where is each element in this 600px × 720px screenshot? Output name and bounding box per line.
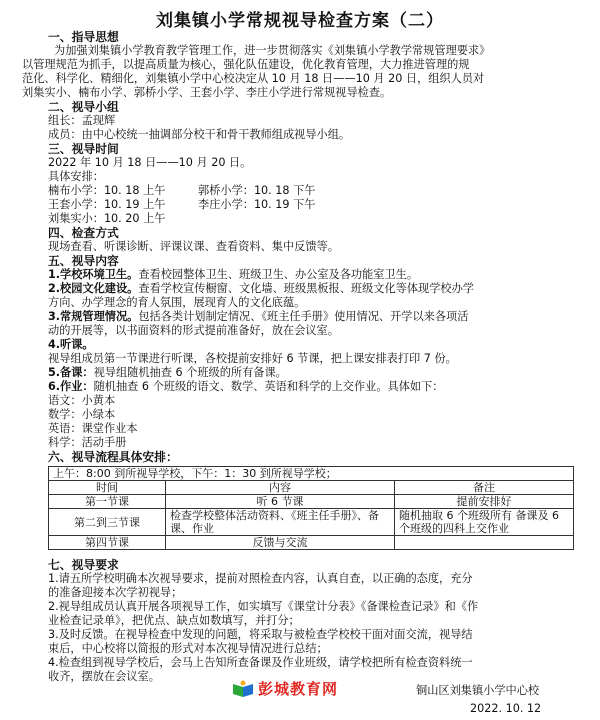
schedule-label: 具体安排： [48,170,104,183]
requirement-line: 2.视导组成员认真开展各项视导工作，如实填写《课堂计分表》《备课检查记录》和《作 [48,600,479,613]
table-row [49,509,574,536]
book-icon [232,680,254,698]
item-label: 5.备课： [48,366,94,379]
content-item-3 [48,310,468,324]
issue-date: 2022. 10. 12 [470,702,542,715]
content-item-6 [48,380,443,394]
item-text: 包括各类计划制定情况、《班主任手册》使用情况、开学以来各项活 [138,310,469,323]
requirement-line: 束后，中心校将以简报的形式对本次视导情况进行总结； [48,642,328,655]
table-cell: 第二到三节课 [49,509,166,536]
table-times-cell: 上午：8:00 到所视导学校，下午：1：30 到所视导学校； [49,467,574,481]
schedule-cell: 王套小学：10. 19 上午 [48,198,166,211]
column-header: 内容 [166,481,395,495]
subject-item: 数学：小绿本 [48,408,116,421]
table-cell [395,536,574,550]
subject-item: 科学：活动手册 [48,436,127,449]
item-label: 6.作业： [48,380,94,393]
document-title: 刘集镇小学常规视导检查方案（二） [156,11,444,31]
section-3-heading: 三、视导时间 [48,142,119,156]
subject-item: 语文：小黄本 [48,394,116,407]
site-logo [232,678,382,700]
content-item-5 [48,366,287,380]
schedule-cell: 楠布小学：10. 18 上午 [48,184,166,197]
item-text: 查看学校宣传橱窗、文化墙、班级黑板报、班级文化等体现学校办学 [138,282,474,295]
item-text: 随机抽查 6 个班级的语文、数学、英语和科学的上交作业。具体如下： [93,380,444,393]
content-item-1 [48,268,418,282]
group-members: 成员：由中心校统一抽调部分校干和骨干教师组成视导小组。 [48,128,351,141]
content-item-4-label: 4.听课。 [48,338,94,351]
section-1-line-1: 为加强刘集镇小学教育教学管理工作，进一步贯彻落实《刘集镇小学教学常规管理要求》 [54,44,491,57]
schedule-cell: 郭桥小学：10. 18 下午 [198,184,316,197]
section-5-heading: 五、视导内容 [48,254,119,268]
table-row [49,495,574,509]
table-cell: 随机抽取 6 个班级所有 备课及 6 个班级的四科上交作业 [395,509,574,536]
column-header: 时间 [49,481,166,495]
section-7-heading: 七、视导要求 [48,558,119,572]
requirement-line: 1.请五所学校明确本次视导要求，提前对照检查内容，认真自查，以正确的态度，充分 [48,572,473,585]
schedule-cell: 刘集实小：10. 20 上午 [48,212,166,225]
requirement-line: 3.及时反馈。在视导检查中发现的问题，将采取与被检查学校校干面对面交流，视导结 [48,628,473,641]
table-cell: 检查学校整体活动资料、《班主任手册》、备课、作业 [166,509,395,536]
content-item-2 [48,282,474,296]
table-cell: 第一节课 [49,495,166,509]
schedule-cell: 李庄小学：10. 19 下午 [198,198,316,211]
section-4-heading: 四、检查方式 [48,226,119,240]
item-label: 2.校园文化建设。 [48,282,139,295]
issuing-org: 铜山区刘集镇小学中心校 [416,684,540,697]
section-1-line-3: 范化、科学化、精细化，刘集镇小学中心校决定从 10 月 18 日——10 月 20 日，组织人员对 [22,72,485,85]
inspection-methods: 现场查看、听课诊断、评课议课、查看资料、集中反馈等。 [48,240,339,253]
requirement-line: 的准备迎接本次学初视导； [48,586,183,599]
requirement-line: 收齐，摆放在会议室。 [48,670,160,683]
content-item-4-text: 视导组成员第一节课进行听课，各校提前安排好 6 节课，把上课安排表打印 7 份。 [48,352,457,365]
table-cell: 听 6 节课 [166,495,395,509]
time-range: 2022 年 10 月 18 日——10 月 20 日。 [48,156,252,169]
item-text: 视导组随机抽查 6 个班级的所有备课。 [93,366,287,379]
table-header-row [49,467,574,481]
table-cell: 反馈与交流 [166,536,395,550]
item-label: 1.学校环境卫生。 [48,268,139,281]
schedule-table [48,466,574,550]
requirement-line: 业检查记录单》，把优点、缺点如数填写，并打分； [48,614,300,627]
column-header: 备注 [395,481,574,495]
section-6-heading: 六、视导流程具体安排： [48,450,178,464]
table-row [49,536,574,550]
content-item-3-cont: 动的开展等，以书面资料的形式提前准备好，放在会议室。 [48,324,339,337]
group-leader: 组长：孟现辉 [48,114,116,127]
table-cell: 第四节课 [49,536,166,550]
section-1-line-4: 刘集实小、楠布小学、郭桥小学、王套小学、李庄小学进行常规视导检查。 [22,86,392,99]
subject-item: 英语：课堂作业本 [48,422,138,435]
content-item-2-cont: 方向、办学理念的育人氛围，展现育人的文化底蕴。 [48,296,306,309]
table-cell: 提前安排好 [395,495,574,509]
section-1-line-2: 以管理规范为抓手，以提高质量为核心，强化队伍建设，优化教育管理，大力推进管理的规 [22,58,470,71]
section-2-heading: 二、视导小组 [48,100,119,114]
item-text: 查看校园整体卫生、班级卫生、办公室及各功能室卫生。 [138,268,419,281]
requirement-line: 4.检查组到视导学校后，会马上告知所查备课及作业班级，请学校把所有检查资料统一 [48,656,473,669]
item-label: 3.常规管理情况。 [48,310,139,323]
section-1-heading: 一、指导思想 [48,30,119,44]
logo-text: 彭城教育网 [258,680,339,698]
table-header-row [49,481,574,495]
